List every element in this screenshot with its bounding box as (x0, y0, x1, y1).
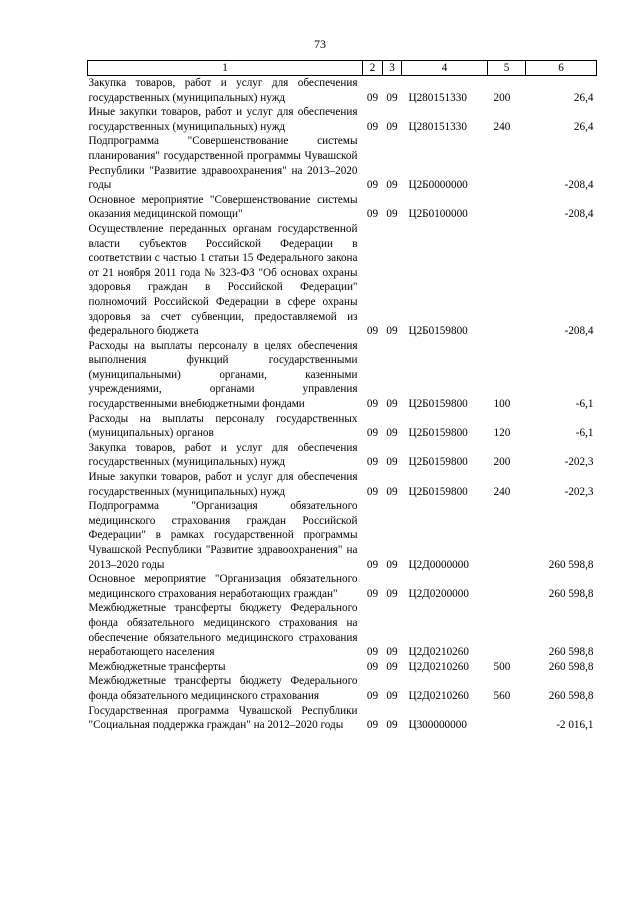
row-name: Подпрограмма "Совершенствование системы планирования" государственной программы Чувашской Республики "Развитие здравоохранения" на 2013–2020 годы (88, 135, 358, 192)
row-subsection: 09 (386, 719, 398, 732)
row-amount: 260 598,8 (548, 587, 594, 600)
row-section: 09 (366, 660, 379, 673)
row-subsection: 09 (386, 398, 398, 411)
row-expense-type (488, 134, 526, 192)
row-section: 09 (366, 719, 379, 732)
row-target-article: Ц2Б0000000 (408, 179, 468, 192)
row-section: 09 (366, 485, 379, 498)
row-amount: -202,3 (564, 485, 594, 498)
row-section: 09 (366, 398, 379, 411)
row-expense-type: 560 (493, 689, 511, 702)
header-cell: 5 (488, 61, 526, 76)
row-subsection: 09 (386, 325, 398, 338)
row-name: Основное мероприятие "Организация обязательного медицинского страхования неработающих граждан" (88, 573, 358, 600)
row-subsection: 09 (386, 558, 398, 571)
table-row (88, 674, 597, 703)
budget-table (87, 60, 597, 733)
table-row (88, 339, 597, 412)
table-row (88, 601, 597, 659)
table-row (88, 222, 597, 339)
row-subsection: 09 (386, 120, 398, 133)
row-name: Основное мероприятие "Совершенствование системы оказания медицинской помощи" (88, 193, 358, 221)
row-amount: -6,1 (575, 398, 594, 411)
page-number: 73 (314, 37, 326, 51)
row-section: 09 (366, 208, 379, 221)
row-section: 09 (366, 325, 379, 338)
table-row (88, 660, 597, 675)
row-amount: 260 598,8 (548, 660, 594, 673)
row-amount: -208,4 (564, 325, 594, 338)
row-name: Иные закупки товаров, работ и услуг для обеспечения государственных (муниципальных) нужд (88, 471, 358, 498)
row-expense-type (488, 601, 526, 659)
row-subsection: 09 (386, 646, 398, 659)
row-section: 09 (366, 456, 379, 469)
row-expense-type (488, 704, 526, 733)
row-expense-type (488, 222, 526, 339)
row-section: 09 (366, 689, 379, 702)
table-row (88, 412, 597, 441)
row-target-article: Ц280151330 (408, 120, 467, 133)
table-row (88, 193, 597, 222)
row-expense-type: 500 (493, 660, 511, 673)
row-expense-type (488, 499, 526, 572)
header-cell: 3 (383, 61, 402, 76)
row-expense-type: 120 (493, 427, 511, 440)
table-body (88, 76, 597, 733)
row-amount: -2 016,1 (556, 719, 594, 732)
row-subsection: 09 (386, 587, 398, 600)
row-name: Иные закупки товаров, работ и услуг для обеспечения государственных (муниципальных) нужд (88, 106, 358, 133)
row-target-article: Ц2Д0200000 (408, 587, 469, 600)
row-target-article: Ц2Б0159800 (408, 398, 468, 411)
row-amount: -6,1 (575, 427, 594, 440)
table-row (88, 105, 597, 134)
row-target-article: Ц2Б0159800 (408, 427, 468, 440)
row-section: 09 (366, 558, 379, 571)
row-section: 09 (366, 587, 379, 600)
row-amount: -202,3 (564, 456, 594, 469)
row-target-article: Ц2Б0159800 (408, 485, 468, 498)
row-section: 09 (366, 91, 379, 104)
row-name: Межбюджетные трансферты (88, 660, 226, 673)
row-section: 09 (366, 646, 379, 659)
row-subsection: 09 (386, 660, 398, 673)
row-expense-type: 200 (493, 91, 511, 104)
table-header-row (88, 61, 597, 76)
row-name: Закупка товаров, работ и услуг для обеспечения государственных (муниципальных) нужд (88, 77, 358, 104)
row-name: Межбюджетные трансферты бюджету Федерального фонда обязательного медицинского страхования (88, 675, 358, 702)
row-expense-type: 100 (493, 398, 511, 411)
header-cell: 1 (88, 61, 363, 76)
table-row (88, 470, 597, 499)
row-name: Осуществление переданных органам государственной власти субъектов Российской Федерации в соответствии с частью 1 статьи 15 Федерального закона от 21 ноября 2011 года № 323-ФЗ "Об основах охраны здоровья граждан в Российской Федерации" полномочий Российской Федерации в сфере охраны здоровья за счет субвенции, предоставляемой из федерального бюджета (88, 222, 358, 338)
row-target-article: Ц2Д0210260 (408, 660, 469, 673)
table-row (88, 76, 597, 106)
row-amount: 26,4 (573, 91, 594, 104)
row-section: 09 (366, 179, 379, 192)
row-amount: 260 598,8 (548, 689, 594, 702)
row-name: Подпрограмма "Организация обязательного медицинского страхования граждан Российской Федерации" в рамках государственной программы Чувашской Республики "Развитие здравоохранения" на 2013–2020 годы (88, 500, 358, 571)
row-name: Расходы на выплаты персоналу государственных (муниципальных) органов (88, 412, 358, 440)
row-subsection: 09 (386, 208, 398, 221)
table-row (88, 572, 597, 601)
row-target-article: Ц280151330 (408, 91, 467, 104)
row-name: Расходы на выплаты персоналу в целях обеспечения выполнения функций государственными (муниципальными) органами, казенными учреждениями, органами управления государственными внебюджетными фондами (88, 339, 358, 411)
row-amount: -208,4 (564, 179, 594, 192)
header-cell: 6 (526, 61, 597, 76)
row-subsection: 09 (386, 456, 398, 469)
table-row (88, 499, 597, 572)
row-amount: 260 598,8 (548, 646, 594, 659)
row-expense-type (488, 572, 526, 601)
row-target-article: Ц2Д0000000 (408, 558, 469, 571)
row-amount: -208,4 (564, 208, 594, 221)
row-expense-type (488, 193, 526, 222)
row-expense-type: 240 (493, 485, 511, 498)
row-amount: 26,4 (573, 120, 594, 133)
row-name: Закупка товаров, работ и услуг для обеспечения государственных (муниципальных) нужд (88, 441, 358, 469)
row-name: Государственная программа Чувашской Республики "Социальная поддержка граждан" на 2012–2020 годы (88, 704, 358, 732)
table-row (88, 134, 597, 192)
row-subsection: 09 (386, 485, 398, 498)
row-expense-type: 200 (493, 456, 511, 469)
row-target-article: Ц300000000 (408, 719, 467, 732)
table-row (88, 704, 597, 733)
row-target-article: Ц2Д0210260 (408, 646, 469, 659)
row-section: 09 (366, 427, 379, 440)
row-target-article: Ц2Д0210260 (408, 689, 469, 702)
row-subsection: 09 (386, 91, 398, 104)
row-target-article: Ц2Б0159800 (408, 456, 468, 469)
header-cell: 2 (363, 61, 383, 76)
row-section: 09 (366, 120, 379, 133)
row-subsection: 09 (386, 689, 398, 702)
row-name: Межбюджетные трансферты бюджету Федерального фонда обязательного медицинского страхования на обеспечение обязательного медицинского страхования неработающего населения (88, 602, 358, 659)
header-cell: 4 (402, 61, 488, 76)
row-expense-type: 240 (493, 120, 511, 133)
row-target-article: Ц2Б0100000 (408, 208, 468, 221)
row-amount: 260 598,8 (548, 558, 594, 571)
row-subsection: 09 (386, 179, 398, 192)
row-target-article: Ц2Б0159800 (408, 325, 468, 338)
row-subsection: 09 (386, 427, 398, 440)
table-row (88, 441, 597, 470)
